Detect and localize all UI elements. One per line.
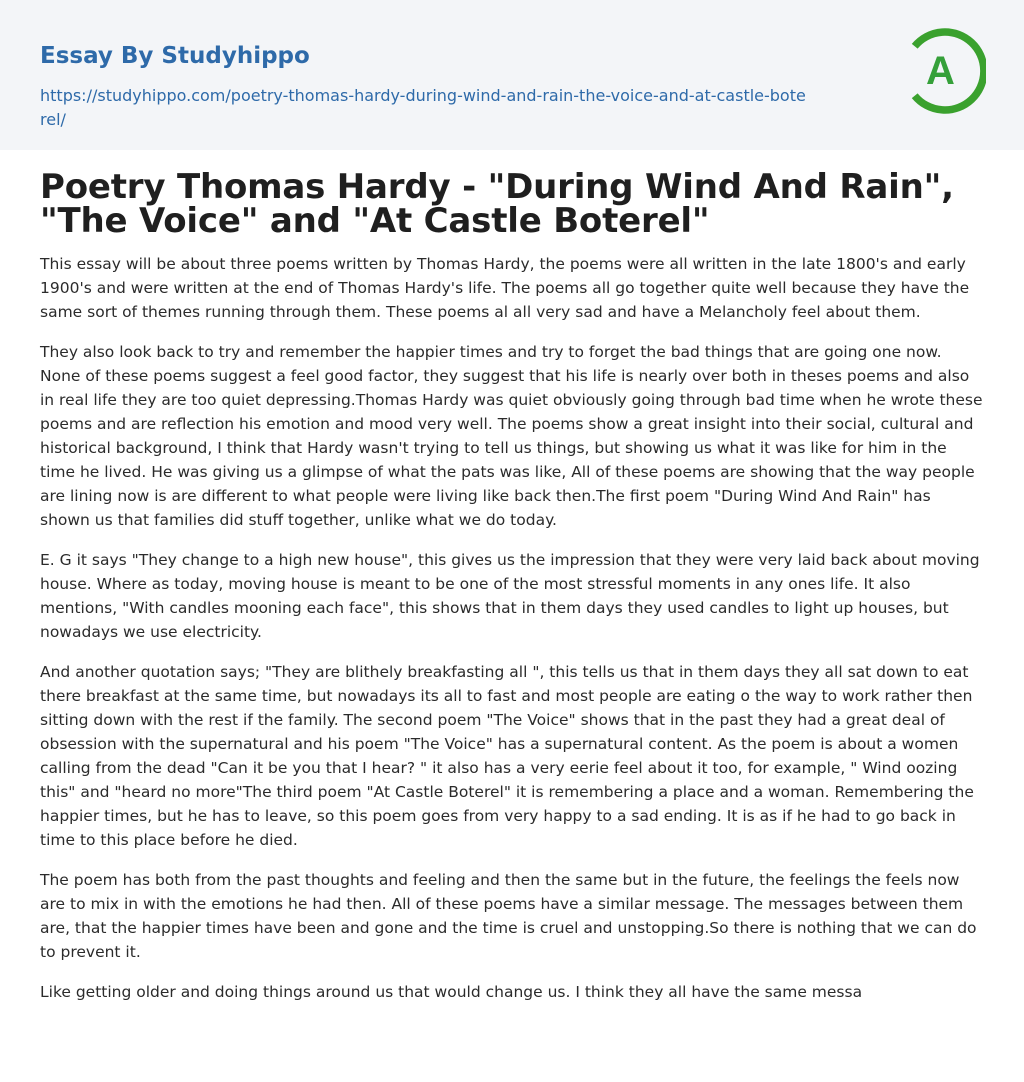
article-paragraph-5: The poem has both from the past thoughts and feeling and then the same but in the future, the feelings the feels now are to mix in with the emotions he had then. All of these poems have a similar message. The messages between them are, that the happier times have been and gone and the time is cruel and unstopping.So there is nothing that we can do to prevent it. xyxy=(40,871,977,961)
article-paragraph-4: And another quotation says; "They are blithely breakfasting all ", this tells us that in them days they all sat down to eat there breakfast at the same time, but nowadays its all to fast and most people are eating o the way to work rather then sitting down with the rest if the family. The second poem "The Voice" shows that in the past they had a great deal of obsession with the supernatural and his poem "The Voice" has a supernatural content. As the poem is about a women calling from the dead "Can it be you that I hear? " it also has a very eerie feel about it too, for example, " Wind oozing this" and "heard no more"The third poem "At Castle Boterel" it is remembering a place and a woman. Remembering the happier times, but he has to leave, so this poem goes from very happy to a sad ending. It is as if he had to go back in time to this place before he died. xyxy=(40,663,974,849)
article xyxy=(0,167,1024,1004)
source-link[interactable]: https://studyhippo.com/poetry-thomas-hardy-during-wind-and-rain-the-voice-and-at-castle-boterel/ xyxy=(40,86,806,129)
article-paragraph-2: They also look back to try and remember the happier times and try to forget the bad things that are going one now. None of these poems suggest a feel good factor, they suggest that his life is nearly over both in theses poems and also in real life they are too quiet depressing.Thomas Hardy was quiet obviously going through bad time when he wrote these poems and are reflection his emotion and mood very well. The poems show a great insight into their social, cultural and historical background, I think that Hardy wasn't trying to tell us things, but showing us what it was like for him in the time he lived. He was giving us a glimpse of what the pats was like, All of these poems are showing that the way people are lining now is are different to what people were living like back then.The first poem "During Wind And Rain" has shown us that families did stuff together, unlike what we do today. xyxy=(40,343,983,529)
brand-title: Essay By Studyhippo xyxy=(40,43,310,69)
page-header xyxy=(0,0,1024,150)
article-title: Poetry Thomas Hardy - "During Wind And Rain", "The Voice" and "At Castle Boterel" xyxy=(40,167,954,241)
logo-letter: A xyxy=(926,49,955,93)
studyhippo-logo-icon[interactable] xyxy=(900,28,986,114)
article-paragraph-3: E. G it says "They change to a high new house", this gives us the impression that they were very laid back about moving house. Where as today, moving house is meant to be one of the most stressful moments in any ones life. It also mentions, "With candles mooning each face", this shows that in them days they used candles to light up houses, but nowadays we use electricity. xyxy=(40,551,980,641)
article-paragraph-6: Like getting older and doing things around us that would change us. I think they all have the same messa xyxy=(40,983,863,1001)
article-paragraph-1: This essay will be about three poems written by Thomas Hardy, the poems were all written in the late 1800's and early 1900's and were written at the end of Thomas Hardy's life. The poems all go together quite well because they have the same sort of themes running through them. These poems al all very sad and have a Melancholy feel about them. xyxy=(40,255,970,321)
